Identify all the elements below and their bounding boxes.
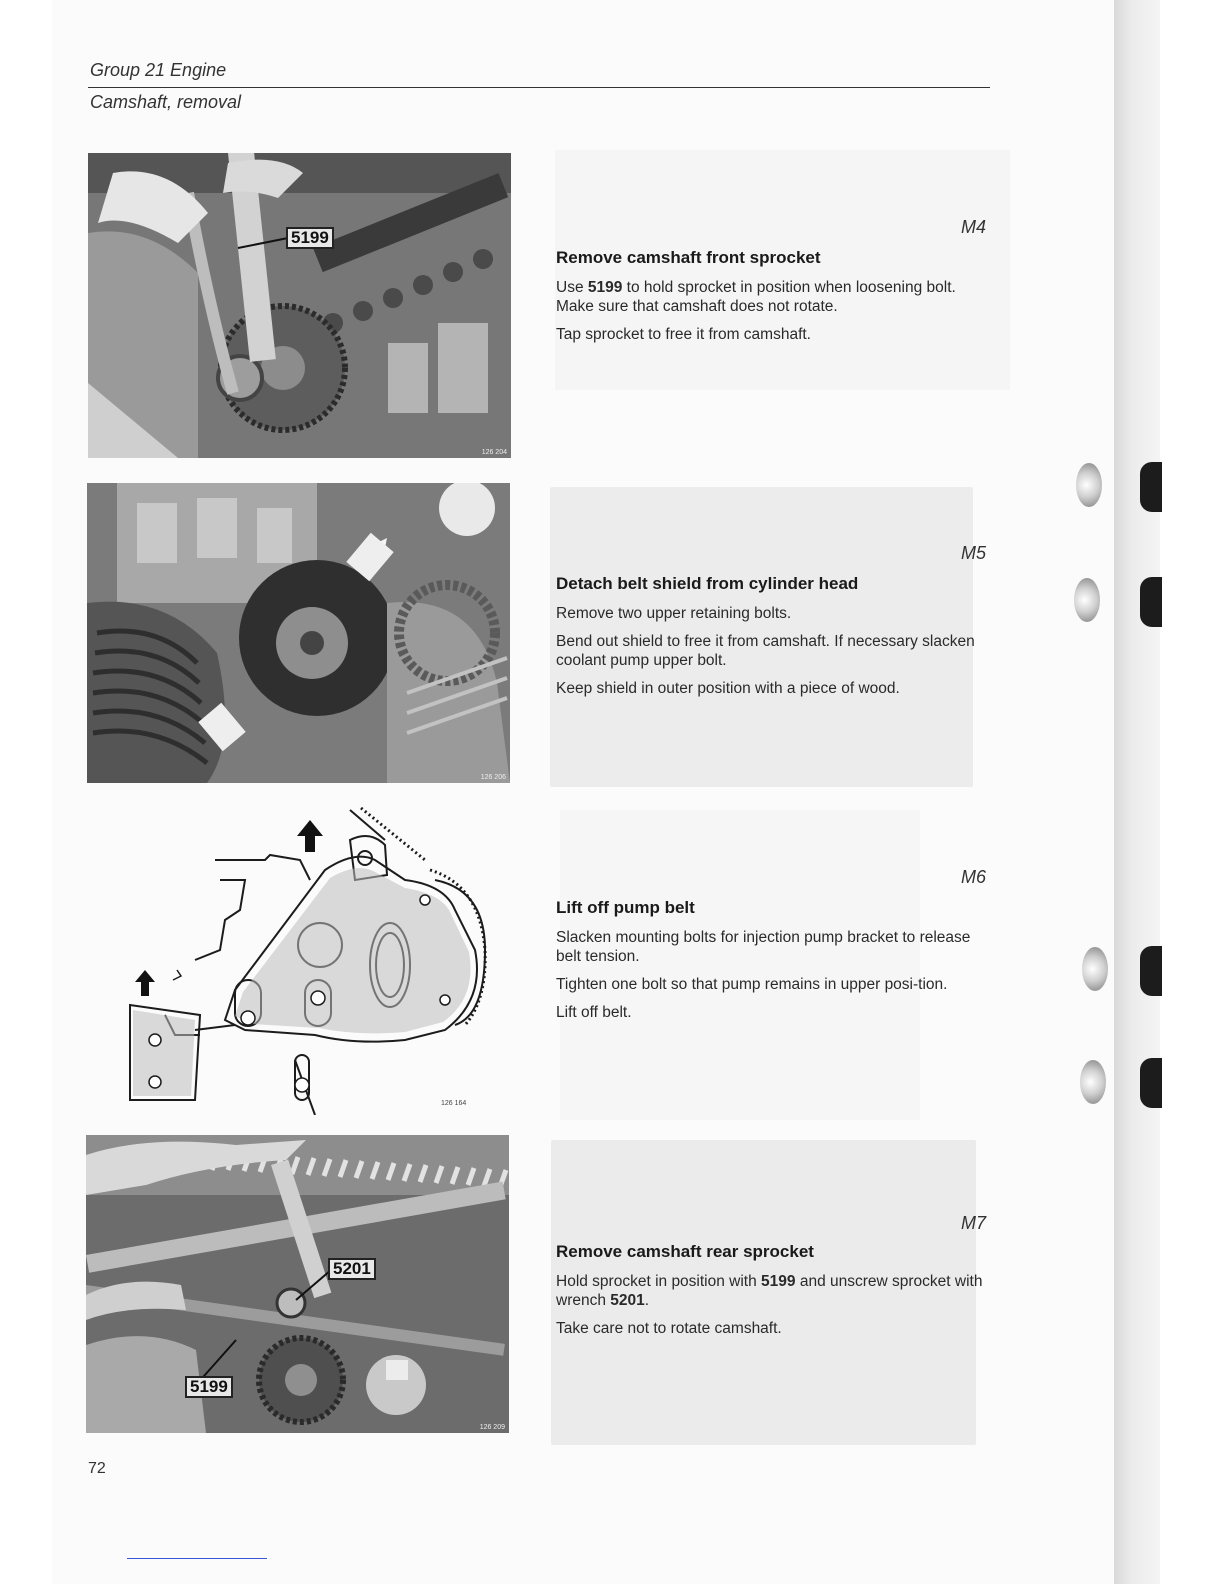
step-paragraph	[556, 1319, 986, 1338]
binder-punch	[1140, 946, 1162, 996]
tool-number: 5201	[610, 1292, 645, 1309]
header-rule	[88, 87, 990, 88]
step-text-run: Use	[556, 279, 588, 296]
step-paragraph	[556, 679, 986, 698]
figure-m5-photo	[87, 483, 510, 783]
figure-m4-illustration	[88, 153, 511, 458]
step-text-run: .	[644, 1292, 650, 1309]
figure-m7-photo	[86, 1135, 509, 1433]
step-text-run: Tap sprocket to free it from camshaft.	[556, 326, 811, 343]
step-paragraph	[556, 632, 986, 670]
figure-m7-illustration	[86, 1135, 509, 1433]
step-body	[556, 1272, 986, 1338]
figure-m5-ref: 126 206	[480, 774, 506, 781]
step-code: M4	[960, 217, 986, 237]
step-paragraph	[556, 1272, 986, 1310]
step-m4	[554, 217, 986, 357]
step-title: Remove camshaft rear sprocket	[556, 1242, 814, 1261]
binder-hole	[1082, 947, 1108, 991]
step-paragraph	[556, 604, 986, 623]
binder-hole	[1074, 578, 1100, 622]
step-title: Detach belt shield from cylinder head	[556, 574, 859, 593]
step-code: M7	[960, 1213, 986, 1233]
binder-punch	[1140, 1058, 1162, 1108]
step-paragraph	[556, 325, 986, 344]
tool-label-5199: 5199	[286, 227, 334, 249]
step-text-run: Slacken mounting bolts for injection pump bracket to release belt tension.	[556, 929, 971, 965]
step-text-run: Tighten one bolt so that pump remains in upper posi-tion.	[556, 976, 948, 993]
step-m7	[554, 1213, 986, 1353]
header-section: Camshaft, removal	[90, 92, 242, 112]
step-title: Lift off pump belt	[556, 898, 695, 917]
step-text-run: Lift off belt.	[556, 1004, 632, 1021]
step-code: M5	[960, 543, 986, 563]
header-group: Group 21 Engine	[90, 60, 227, 80]
binder-hole	[1080, 1060, 1106, 1104]
tool-number: 5199	[761, 1273, 796, 1290]
figure-m6-ref: 126 164	[441, 1100, 467, 1107]
step-text-run: Hold sprocket in position with	[556, 1273, 762, 1290]
figure-m6-illustration	[125, 800, 515, 1115]
page-edge-shadow	[1114, 0, 1160, 1584]
step-body	[556, 604, 986, 698]
link-underline	[127, 1558, 267, 1559]
figure-m4-photo	[88, 153, 511, 458]
step-m6	[554, 867, 986, 1057]
step-paragraph	[556, 928, 986, 966]
step-text-run: Remove two upper retaining bolts.	[556, 605, 792, 622]
step-paragraph	[556, 1003, 986, 1022]
step-title: Remove camshaft front sprocket	[556, 248, 821, 267]
step-text-run: Take care not to rotate camshaft.	[556, 1320, 782, 1337]
step-paragraph	[556, 975, 986, 994]
figure-m5-illustration	[87, 483, 510, 783]
step-code: M6	[960, 867, 986, 887]
tool-label-5199: 5199	[185, 1376, 233, 1398]
step-body	[556, 278, 986, 344]
figure-m6-drawing	[125, 800, 515, 1115]
binder-hole	[1076, 463, 1102, 507]
step-text-run: to hold sprocket in position when loosening bolt. Make sure that camshaft does not rotate.	[556, 279, 956, 315]
figure-m4-ref: 126 204	[481, 449, 507, 456]
step-text-run: Bend out shield to free it from camshaft. If necessary slacken coolant pump upper bolt.	[556, 633, 975, 669]
binder-punch	[1140, 462, 1162, 512]
tool-label-5201: 5201	[328, 1258, 376, 1280]
step-m5	[554, 543, 986, 713]
binder-punch	[1140, 577, 1162, 627]
tool-number: 5199	[587, 279, 623, 296]
step-body	[556, 928, 986, 1022]
step-text-run: and unscrew sprocket with wrench	[556, 1273, 983, 1309]
figure-m7-ref: 126 209	[479, 1424, 505, 1431]
page-number: 72	[88, 1460, 106, 1477]
step-paragraph	[556, 278, 986, 316]
step-text-run: Keep shield in outer position with a piece of wood.	[556, 680, 900, 697]
